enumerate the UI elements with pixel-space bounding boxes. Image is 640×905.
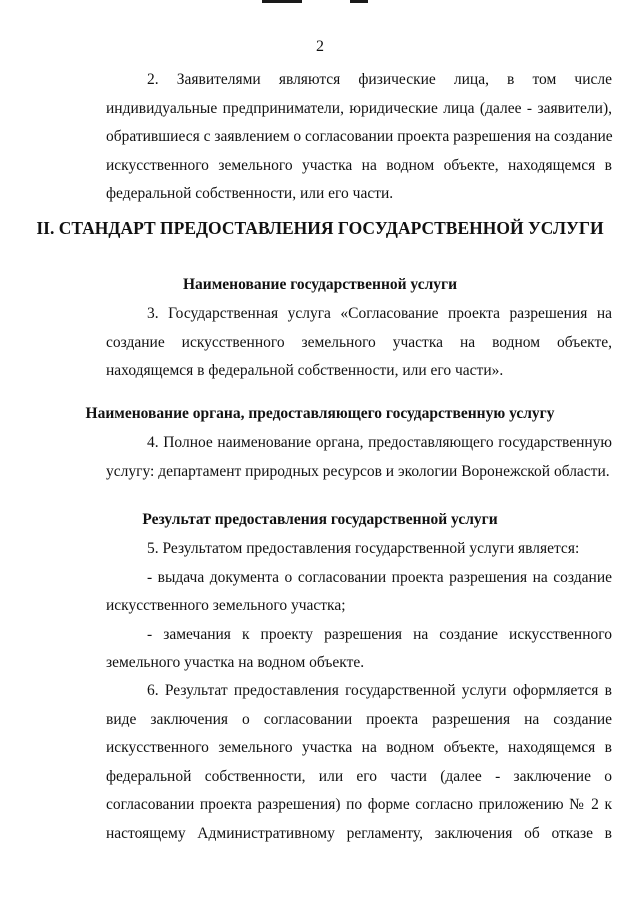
- paragraph-5: [106, 535, 612, 678]
- scan-artifact: [350, 0, 368, 3]
- paragraph-line: искусственного земельного участка на водном объекте, находящемся в: [106, 156, 612, 174]
- heading-result: Результат предоставления государственной услуги: [142, 511, 498, 528]
- bullet-line: искусственного земельного участка;: [106, 597, 346, 614]
- paragraph-line: виде заключения о согласовании проекта разрешения на создание: [106, 710, 612, 728]
- heading-authority: Наименование органа, предоставляющего государственную услугу: [85, 405, 555, 422]
- paragraph-2: [106, 66, 612, 209]
- paragraph-line: находящемся в федеральной собственности, или его части».: [106, 362, 504, 379]
- paragraph-line: 3. Государственная услуга «Согласование проекта разрешения на: [147, 305, 612, 322]
- page-number: 2: [316, 38, 324, 55]
- bullet-line: - замечания к проекту разрешения на создание искусственного: [147, 625, 612, 643]
- heading-service-name: Наименование государственной услуги: [183, 276, 457, 293]
- scan-artifact: [262, 0, 302, 3]
- paragraph-line: 4. Полное наименование органа, предоставляющего государственную: [147, 434, 612, 451]
- paragraph-line: обратившиеся с заявлением о согласовании проекта разрешения на создание: [106, 128, 613, 145]
- paragraph-6: [106, 677, 612, 848]
- paragraph-line: создание искусственного земельного участка на водном объекте,: [106, 333, 612, 351]
- paragraph-line: федеральной собственности, или его части (далее - заключение о: [106, 767, 612, 785]
- paragraph-line: индивидуальные предприниматели, юридические лица (далее - заявители),: [106, 99, 612, 117]
- paragraph-line: согласовании проекта разрешения) по форме согласно приложению № 2 к: [106, 796, 612, 813]
- bullet-line: земельного участка на водном объекте.: [106, 654, 365, 671]
- paragraph-line: 5. Результатом предоставления государственной услуги является:: [147, 540, 580, 557]
- paragraph-line: настоящему Административному регламенту, заключения об отказе в: [106, 824, 612, 842]
- paragraph-line: 2. Заявителями являются физические лица, в том числе: [147, 71, 612, 88]
- paragraph-line: 6. Результат предоставления государственной услуги оформляется в: [147, 682, 612, 699]
- paragraph-3: [106, 300, 612, 386]
- paragraph-line: федеральной собственности, или его части.: [106, 185, 394, 202]
- bullet-line: - выдача документа о согласовании проекта разрешения на создание: [147, 568, 612, 586]
- paragraph-4: [106, 429, 612, 486]
- paragraph-line: услугу: департамент природных ресурсов и экологии Воронежской области.: [106, 462, 610, 480]
- section-title: II. СТАНДАРТ ПРЕДОСТАВЛЕНИЯ ГОСУДАРСТВЕННОЙ УСЛУГИ: [36, 218, 604, 238]
- paragraph-line: искусственного земельного участка на водном объекте, находящемся в: [106, 739, 612, 756]
